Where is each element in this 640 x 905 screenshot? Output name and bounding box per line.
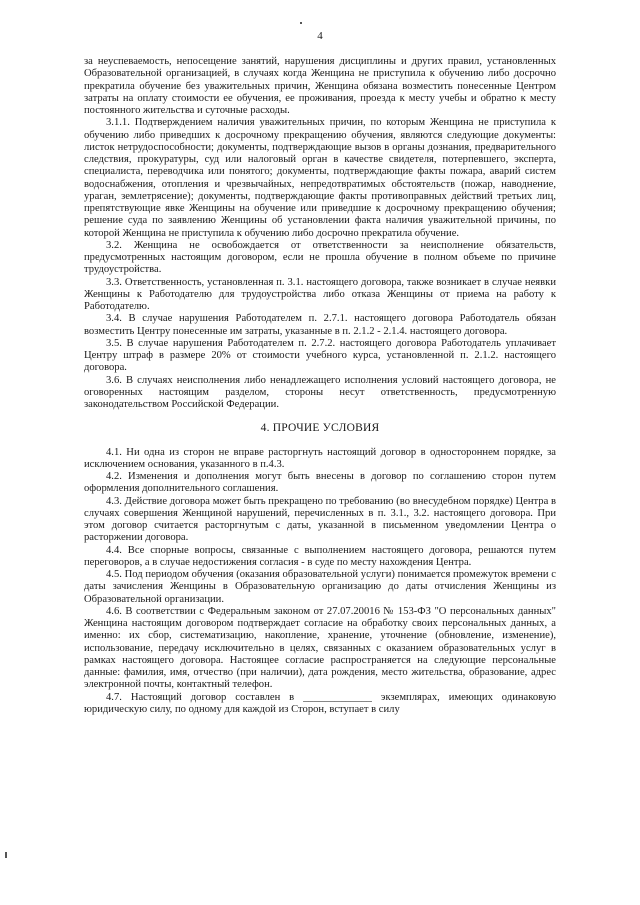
- clause-3-2: 3.2. Женщина не освобождается от ответственности за неисполнение обязательств, предусмотренных настоящим договором, если не прошла обучение в полном объеме по причине трудоустройства.: [84, 239, 556, 276]
- scan-speck: [300, 22, 302, 24]
- clause-4-5: 4.5. Под периодом обучения (оказания образовательной услуги) понимается промежуток времени с даты зачисления Женщины в Образовательную организацию до даты отчисления Женщины из Образовательной организации.: [84, 569, 556, 605]
- clause-4-6: 4.6. В соответствии с Федеральным законом от 27.07.20016 № 153-ФЗ "О персональных данных" Женщина настоящим договором подтверждает согласие на обработку своих персональных данных, а именно: их сбор, систематизацию, накопление, хранение, уточнение (обновление, изменение), использование, передачу исключительно в целях, связанных с оказанием образовательных услуг в рамках настоящего договора. Настоящее согласие распространяется на следующие персональные данные: фамилия, имя, отчество (при наличии), дата рождения, место жительства, образование, адрес электронной почты, контактный телефон.: [84, 605, 556, 691]
- clause-4-3: 4.3. Действие договора может быть прекращено по требованию (во внесудебном порядке) Центра в случаях совершения Женщиной нарушений, перечисленных в п. 3.1., 3.2. настоящего договора. При этом договор считается расторгнутым с даты, указанной в письменном уведомлении Центра о расторжении договора.: [84, 495, 556, 544]
- clause-3-4: 3.4. В случае нарушения Работодателем п. 2.7.1. настоящего договора Работодатель обязан возместить Центру понесенные им затраты, указанные в п. 2.1.2 - 2.1.4. настоящего договора.: [84, 313, 556, 337]
- clause-4-4: 4.4. Все спорные вопросы, связанные с выполнением настоящего договора, решаются путем переговоров, а в случае недостижения согласия - в суде по месту нахождения Центра.: [84, 544, 556, 568]
- scan-speck: [5, 852, 7, 858]
- clause-3-6: 3.6. В случаях неисполнения либо ненадлежащего исполнения условий настоящего договора, не оговоренных настоящим разделом, стороны несут ответственность, предусмотренную законодательством Российской Федерации.: [84, 374, 556, 410]
- document-body: [84, 56, 556, 716]
- clause-4-7: 4.7. Настоящий договор составлен в _____________ экземплярах, имеющих одинаковую юридическую силу, по одному для каждой из Сторон, вступает в силу: [84, 691, 556, 715]
- clause-3-1-1: 3.1.1. Подтверждением наличия уважительных причин, по которым Женщина не приступила к обучению либо приведших к досрочному прекращению обучения, являются следующие документы: листок нетрудоспособности; документы, подтверждающие вызов в органы дознания, предварительного следствия, прокуратуры, суд или налоговый орган в качестве свидетеля, потерпевшего, эксперта, специалиста, переводчика или понятого; документы, подтверждающие факты пожара, аварий систем водоснабжения, отопления и чрезвычайных, непредотвратимых обстоятельств (пожар, наводнение, ураган, землетрясение); документы, подтверждающие факты противоправных действий третьих лиц, препятствующие явке Женщины на обучение или приведшие к досрочному прекращению обучения; решение суда по заявлению Женщины об установлении факта наличия уважительной причины, по которой Женщина не приступила к обучению либо досрочно прекратила обучение.: [84, 117, 556, 239]
- intro-paragraph: за неуспеваемость, непосещение занятий, нарушения дисциплины и других правил, установленных Образовательной организацией, в случаях когда Женщина не приступила к обучению либо досрочно прекратила обучение без уважительных причин, Женщина обязана возместить понесенные Центром затраты на оплату стоимости ее обучения, ее проживания, проезда к месту учебы и обратно к месту постоянного жительства и суточные расходы.: [84, 56, 556, 116]
- clause-3-3: 3.3. Ответственность, установленная п. 3.1. настоящего договора, также возникает в случае неявки Женщины к Работодателю для трудоустройства либо отказа Женщины от приема на работу к Работодателю.: [84, 276, 556, 312]
- clause-3-5: 3.5. В случае нарушения Работодателем п. 2.7.2. настоящего договора Работодатель уплачивает Центру штраф в размере 20% от стоимости учебного курса, установленной п. 2.1.2. настоящего договора.: [84, 337, 556, 374]
- section-4-title: 4. ПРОЧИЕ УСЛОВИЯ: [260, 422, 380, 435]
- clause-4-1: 4.1. Ни одна из сторон не вправе расторгнуть настоящий договор в одностороннем порядке, за исключением основания, указанного в п.4.3.: [84, 446, 556, 470]
- clause-4-2: 4.2. Изменения и дополнения могут быть внесены в договор по соглашению сторон путем оформления дополнительного соглашения.: [84, 471, 556, 495]
- page-number: 4: [317, 30, 323, 42]
